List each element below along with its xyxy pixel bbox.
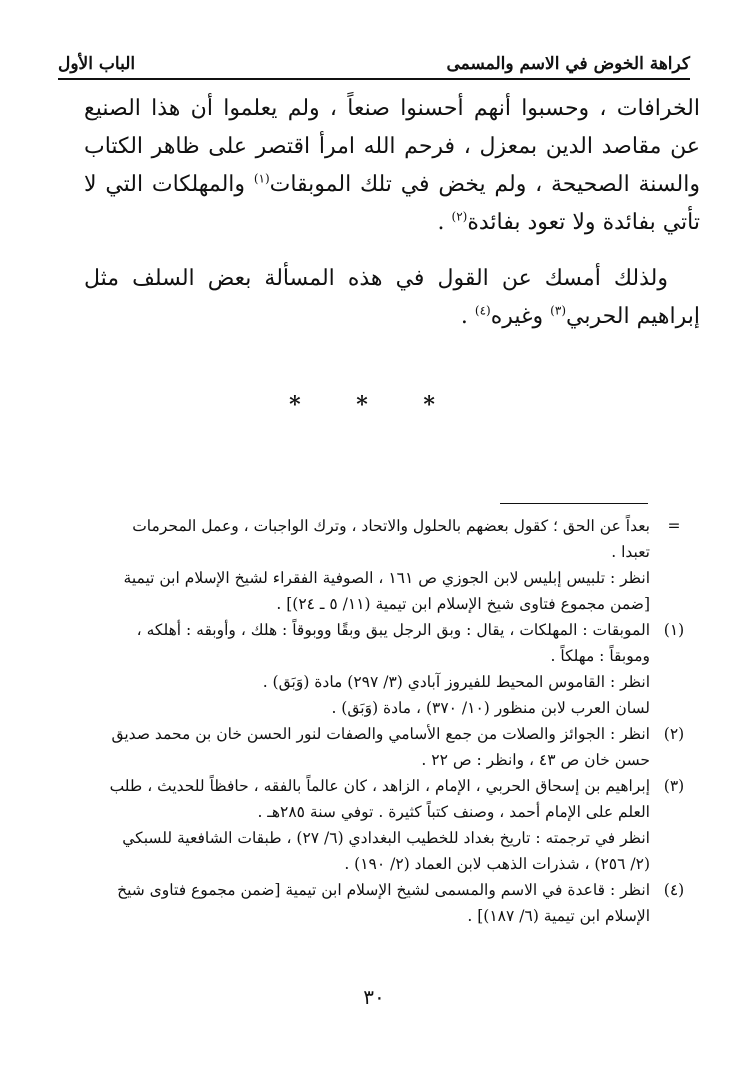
footnote-line: الإسلام ابن تيمية (٦/ ١٨٧)] .	[467, 907, 650, 925]
footnote-ref-2[interactable]: (٢)	[451, 209, 468, 224]
footnote-1	[88, 617, 685, 721]
p1-line-4: ولا تعود بفائدة	[467, 210, 596, 235]
footnote-number: =	[667, 517, 681, 535]
p1-line-2: مقاصد الدين بمعزل ، فرحم الله امرأ اقتصر على ظاهر الكتاب والسنة	[84, 134, 700, 197]
main-text	[84, 90, 700, 354]
footnote-3	[88, 773, 685, 877]
footnote-line: انظر : قاعدة في الاسم والمسمى لشيخ الإسلام ابن تيمية [ضمن مجموع فتاوى شيخ	[117, 881, 650, 899]
p1-end: .	[437, 210, 452, 235]
footnote-divider	[500, 503, 648, 504]
footnote-line: العلم على الإمام أحمد ، وصنف كتباً كثيرة . توفي سنة ٢٨٥هـ .	[257, 803, 650, 821]
footnote-line: (٢/ ٢٥٦) ، شذرات الذهب لابن العماد (٢/ ١٩٠) .	[344, 855, 650, 873]
footnote-line: الموبقات : المهلكات ، يقال : وبق الرجل يبق وبقًا ووبوقاً : هلك ، وأوبقه : أهلكه ،	[136, 621, 650, 639]
section-separator: * * *	[289, 392, 459, 418]
footnote-line: انظر : القاموس المحيط للفيروز آبادي (٣/ ٢٩٧) مادة (وَبَق) .	[262, 673, 650, 691]
footnote-continued	[88, 513, 681, 617]
footnote-line: بعداً عن الحق ؛ كقول بعضهم بالحلول والاتحاد ، وترك الواجبات ، وعمل المحرمات	[132, 517, 650, 535]
p1-line-3b: والمهلكات التي لا تأتي بفائدة	[84, 172, 700, 235]
footnote-line: انظر : الجوائز والصلات من جمع الأسامي والصفات لنور الحسن خان بن محمد صديق	[111, 725, 650, 743]
p2-line-2b: وغيره	[490, 304, 551, 329]
footnote-line: انظر : تلبيس إبليس لابن الجوزي ص ١٦١ ، الصوفية الفقراء لشيخ الإسلام ابن تيمية	[123, 569, 650, 587]
footnote-number: (١)	[663, 621, 685, 639]
footnote-number: (٣)	[663, 777, 685, 795]
footnote-2	[88, 721, 685, 773]
paragraph-1	[84, 90, 700, 242]
footnote-line: حسن خان ص ٤٣ ، وانظر : ص ٢٢ .	[421, 751, 650, 769]
footnote-line: وموبقاً : مهلكاً .	[550, 647, 650, 665]
running-header	[58, 44, 690, 80]
footnote-4	[88, 877, 685, 929]
footnote-line: إبراهيم بن إسحاق الحربي ، الإمام ، الزاهد ، كان عالماً بالفقه ، حافظاً للحديث ، طلب	[109, 777, 650, 795]
footnote-line: انظر في ترجمته : تاريخ بغداد للخطيب البغدادي (٦/ ٢٧) ، طبقات الشافعية للسبكي	[122, 829, 650, 847]
p2-line-1: ولذلك أمسك عن القول في هذه المسألة بعض السلف مثل إبراهيم	[84, 266, 700, 329]
footnote-line: تعبدا .	[611, 543, 650, 561]
p1-line-1: الخرافات ، وحسبوا أنهم أحسنوا صنعاً ، ولم يعلموا أن هذا الصنيع عن	[84, 96, 701, 159]
header-chapter: الباب الأول	[58, 54, 136, 74]
p1-line-3: الصحيحة ، ولم يخض في تلك الموبقات	[269, 172, 630, 197]
footnotes	[88, 513, 685, 929]
p2-end: .	[460, 304, 475, 329]
footnote-number: (٤)	[663, 881, 685, 899]
page-number: ٣٠	[363, 985, 385, 1009]
footnote-line: لسان العرب لابن منظور (١٠/ ٣٧٠) ، مادة (وَبَق) .	[331, 699, 650, 717]
header-book-title: كراهة الخوض في الاسم والمسمى	[446, 54, 690, 74]
paragraph-2	[84, 260, 700, 336]
p2-line-2: الحربي	[566, 304, 630, 329]
footnote-line: [ضمن مجموع فتاوى شيخ الإسلام ابن تيمية (١١/ ٥ ـ ٢٤)] .	[276, 595, 650, 613]
footnote-ref-4[interactable]: (٤)	[474, 303, 491, 318]
footnote-ref-3[interactable]: (٣)	[550, 303, 566, 318]
footnote-number: (٢)	[663, 725, 685, 743]
footnote-ref-1[interactable]: (١)	[253, 171, 270, 186]
